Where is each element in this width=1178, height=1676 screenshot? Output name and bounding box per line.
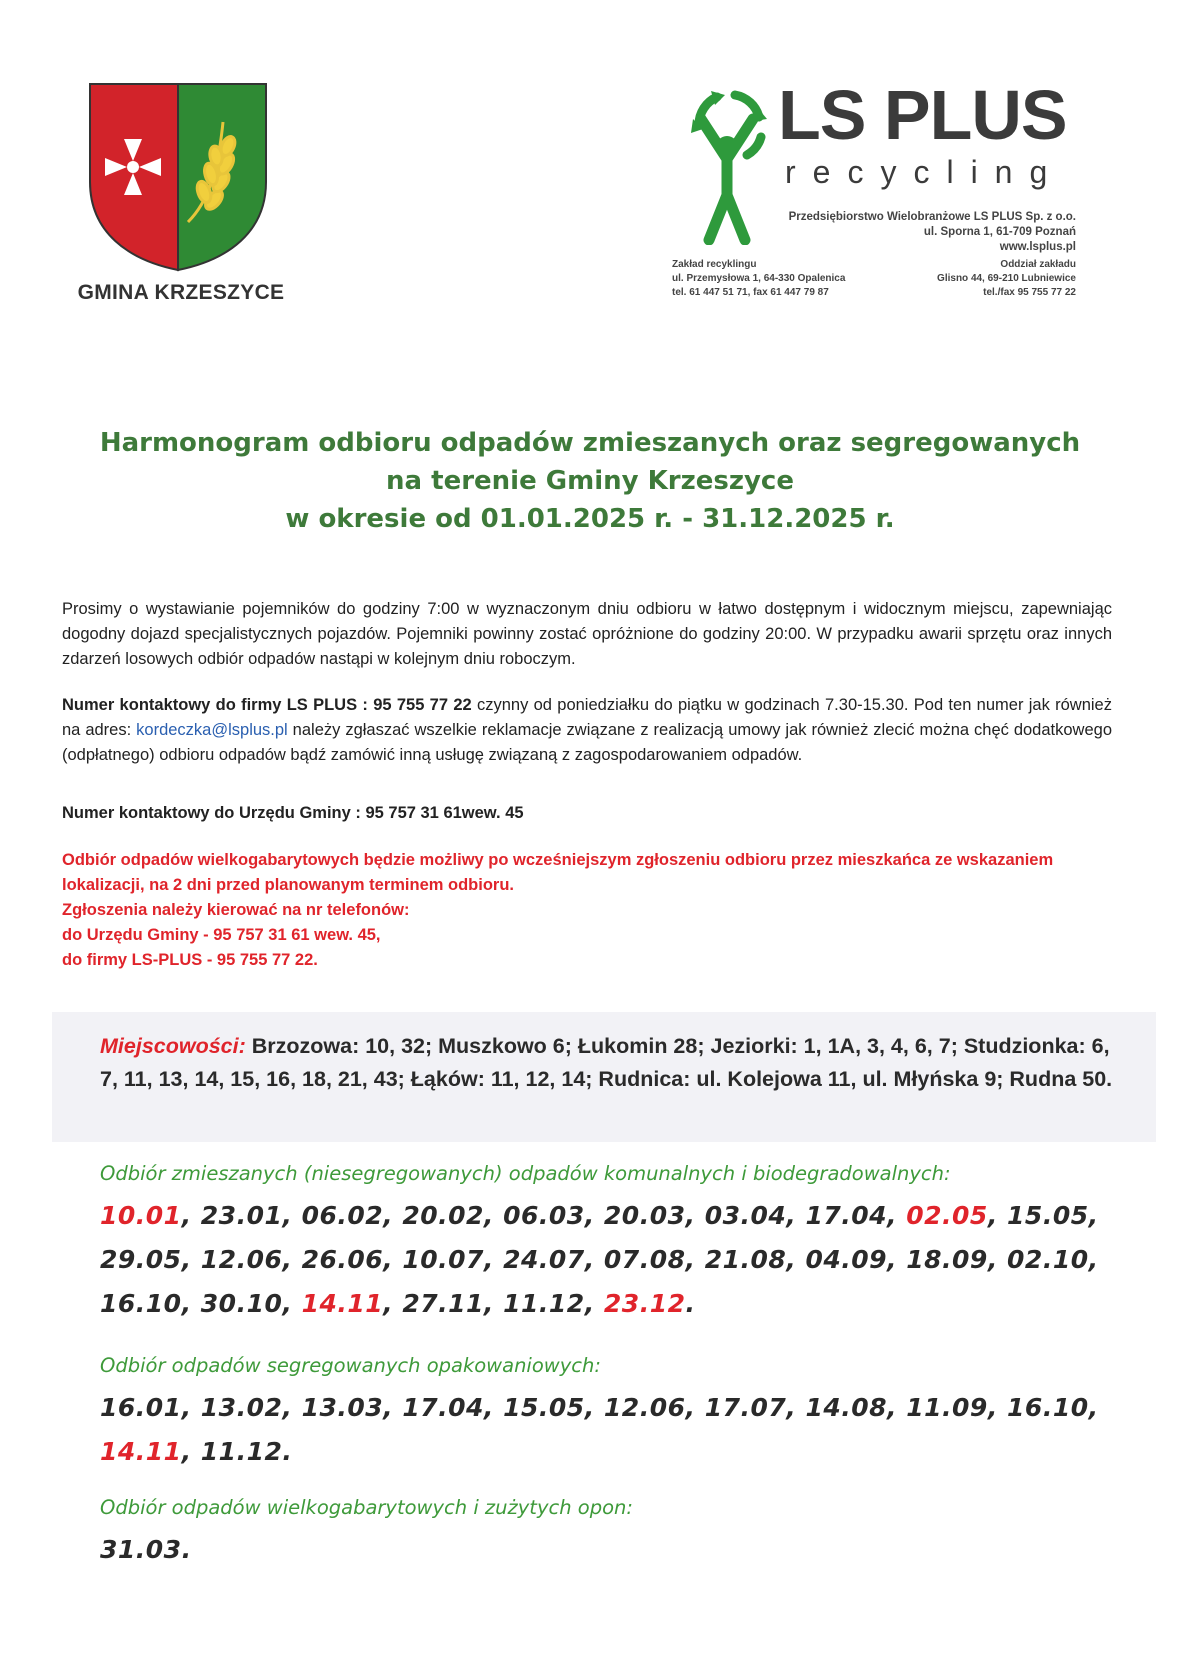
title-line: w okresie od 01.01.2025 r. - 31.12.2025 r. — [285, 504, 895, 534]
date-separator: , — [383, 1201, 403, 1230]
pickup-date: 14.08 — [805, 1393, 888, 1422]
branch-left-line: ul. Przemysłowa 1, 64-330 Opalenica — [672, 273, 846, 284]
title-line: na terenie Gminy Krzeszyce — [386, 466, 794, 496]
date-separator: , — [1088, 1245, 1099, 1274]
date-separator: , — [786, 1201, 806, 1230]
date-separator: , — [584, 1245, 604, 1274]
places-list — [100, 1030, 1120, 1096]
date-separator: , — [282, 1289, 302, 1318]
date-separator: , — [584, 1201, 604, 1230]
company-address — [760, 210, 1076, 255]
company-street: ul. Sporna 1, 61-709 Poznań — [923, 226, 1076, 238]
date-separator: , — [483, 1393, 504, 1422]
date-separator: . — [685, 1289, 696, 1318]
date-separator: , — [1088, 1201, 1099, 1230]
date-separator: , — [987, 1201, 1008, 1230]
branch-left-line: tel. 61 447 51 71, fax 61 447 79 87 — [672, 287, 829, 298]
notice-line: Zgłoszenia należy kierować na nr telefonów: — [62, 901, 410, 919]
date-separator: , — [383, 1245, 403, 1274]
branch-right-line: Glisno 44, 69-210 Lubniewice — [937, 273, 1076, 284]
date-separator: , — [483, 1289, 504, 1318]
places-label: Miejscowości: — [100, 1034, 246, 1058]
notice-line: do firmy LS-PLUS - 95 755 77 22. — [62, 951, 318, 969]
mixed-waste-dates — [100, 1194, 1120, 1326]
date-separator: , — [1088, 1393, 1099, 1422]
pickup-date: 11.09 — [906, 1393, 988, 1422]
gmina-coat-of-arms — [88, 82, 268, 272]
date-separator: , — [181, 1201, 201, 1230]
branch-right-line: tel./fax 95 755 77 22 — [983, 287, 1076, 298]
date-separator: , — [282, 1201, 302, 1230]
pickup-date: 16.10 — [1007, 1393, 1089, 1422]
contact-text: należy zgłaszać wszelkie reklamacje związane z realizacją umowy jak również zlecić można chęć dodatkowego (odpłatnego) odbioru odpadów bądź zamówić inną usługę związaną z zagospodarowaniem odpadów. — [62, 721, 1112, 764]
date-separator: , — [483, 1245, 504, 1274]
pickup-date: 18.09 — [906, 1245, 988, 1274]
segregated-waste-heading: Odbiór odpadów segregowanych opakowaniowych: — [100, 1354, 601, 1377]
date-separator: , — [685, 1393, 705, 1422]
mixed-waste-heading: Odbiór zmieszanych (niesegregowanych) odpadów komunalnych i biodegradowalnych: — [100, 1162, 951, 1185]
contact-paragraph — [62, 693, 1112, 768]
document-title — [40, 424, 1140, 538]
pickup-date: 17.04 — [402, 1393, 484, 1422]
pickup-date: 20.02 — [402, 1201, 484, 1230]
branch-left-line: Zakład recyklingu — [672, 259, 757, 270]
date-separator: , — [786, 1245, 806, 1274]
pickup-date: 06.02 — [301, 1201, 384, 1230]
date-separator: , — [685, 1245, 705, 1274]
pickup-date: 31.03 — [100, 1535, 182, 1564]
date-separator: , — [282, 1245, 302, 1274]
date-separator: , — [887, 1201, 907, 1230]
pickup-date: 12.06 — [200, 1245, 283, 1274]
branch-right-line: Oddział zakładu — [1000, 259, 1076, 270]
notice-line: Odbiór odpadów wielkogabarytowych będzie możliwy po wcześniejszym zgłoszeniu odbioru przez mieszkańca ze wskazaniem lokalizacji, na 2 dni przed planowanym terminem odbioru. — [62, 851, 1054, 894]
company-logo-title: LS PLUS — [778, 76, 1067, 154]
pickup-date: 06.03 — [503, 1201, 585, 1230]
office-phone: Numer kontaktowy do Urzędu Gminy : 95 757 31 61wew. 45 — [62, 804, 524, 822]
contact-email-link[interactable]: kordeczka@lsplus.pl — [136, 721, 288, 739]
date-separator: . — [181, 1535, 192, 1564]
pickup-date: 10.01 — [100, 1201, 182, 1230]
pickup-date: 21.08 — [704, 1245, 787, 1274]
gmina-name: GMINA KRZESZYCE — [77, 281, 285, 304]
company-website[interactable]: www.lsplus.pl — [999, 241, 1076, 253]
date-separator: , — [383, 1393, 403, 1422]
date-separator: , — [181, 1245, 201, 1274]
pickup-date: 16.01 — [100, 1393, 182, 1422]
bulky-waste-notice — [62, 848, 1112, 973]
pickup-date: 12.06 — [603, 1393, 686, 1422]
pickup-date: 11.12 — [200, 1437, 283, 1466]
pickup-date: 04.09 — [805, 1245, 888, 1274]
date-separator: , — [383, 1289, 403, 1318]
date-separator: , — [685, 1201, 705, 1230]
pickup-date: 02.05 — [906, 1201, 988, 1230]
pickup-date: 29.05 — [100, 1245, 182, 1274]
pickup-date: 16.10 — [100, 1289, 182, 1318]
pickup-date: 15.05 — [1007, 1201, 1089, 1230]
company-phone-label: Numer kontaktowy do firmy LS PLUS : 95 755 77 22 — [62, 696, 472, 714]
bulky-waste-heading: Odbiór odpadów wielkogabarytowych i zużytych opon: — [100, 1496, 633, 1519]
date-separator: , — [987, 1245, 1008, 1274]
date-separator: , — [181, 1393, 201, 1422]
pickup-date: 13.02 — [200, 1393, 283, 1422]
places-text: Brzozowa: 10, 32; Muszkowo 6; Łukomin 28; Jeziorki: 1, 1A, 3, 4, 6, 7; Studzionka: 6, 7, 11, 13, 14, 15, 16, 18, 21, 43; Łąków: 11, 12, 14; Rudnica: ul. Kolejowa 11, ul. Młyńska 9; Rudna 50. — [100, 1034, 1113, 1091]
pickup-date: 27.11 — [402, 1289, 484, 1318]
bulky-waste-dates — [100, 1528, 1120, 1572]
contact-text: czynny od poniedziałku do piątku w godzinach 7.30-15.30. Pod ten numer jak również na adres: — [62, 696, 1112, 739]
date-separator: , — [282, 1393, 302, 1422]
date-separator: . — [282, 1437, 293, 1466]
pickup-date: 14.11 — [301, 1289, 384, 1318]
date-separator: , — [181, 1437, 201, 1466]
date-separator: , — [887, 1245, 907, 1274]
company-logo-subtitle: recycling — [785, 154, 1065, 190]
recycling-plant-address — [672, 258, 892, 300]
date-separator: , — [887, 1393, 907, 1422]
pickup-date: 23.01 — [200, 1201, 283, 1230]
pickup-date: 15.05 — [503, 1393, 585, 1422]
pickup-date: 24.07 — [503, 1245, 585, 1274]
pickup-date: 23.12 — [603, 1289, 686, 1318]
pickup-date: 26.06 — [301, 1245, 384, 1274]
pickup-date: 03.04 — [704, 1201, 787, 1230]
segregated-waste-dates — [100, 1386, 1120, 1474]
title-line: Harmonogram odbioru odpadów zmieszanych oraz segregowanych — [99, 428, 1081, 458]
date-separator: , — [786, 1393, 806, 1422]
date-separator: , — [584, 1393, 604, 1422]
date-separator: , — [483, 1201, 504, 1230]
pickup-date: 17.07 — [704, 1393, 787, 1422]
company-name: Przedsiębiorstwo Wielobranżowe LS PLUS Sp. z o.o. — [788, 211, 1076, 223]
branch-office-address — [896, 258, 1076, 300]
pickup-date: 13.03 — [301, 1393, 384, 1422]
date-separator: , — [987, 1393, 1008, 1422]
pickup-date: 10.07 — [402, 1245, 484, 1274]
pickup-date: 30.10 — [200, 1289, 283, 1318]
pickup-date: 11.12 — [503, 1289, 585, 1318]
pickup-date: 02.10 — [1007, 1245, 1089, 1274]
pickup-date: 17.04 — [805, 1201, 888, 1230]
date-separator: , — [181, 1289, 201, 1318]
intro-paragraph: Prosimy o wystawianie pojemników do godziny 7:00 w wyznaczonym dniu odbioru w łatwo dostępnym i widocznym miejscu, zapewniając dogodny dojazd specjalistycznych pojazdów. Pojemniki powinny zostać opróżnione do godziny 20:00. W przypadku awarii sprzętu oraz innych zdarzeń losowych odbiór odpadów nastąpi w kolejnym dniu roboczym. — [62, 600, 1112, 668]
date-separator: , — [584, 1289, 604, 1318]
pickup-date: 20.03 — [603, 1201, 686, 1230]
notice-line: do Urzędu Gminy - 95 757 31 61 wew. 45, — [62, 926, 381, 944]
pickup-date: 14.11 — [100, 1437, 182, 1466]
pickup-date: 07.08 — [603, 1245, 686, 1274]
